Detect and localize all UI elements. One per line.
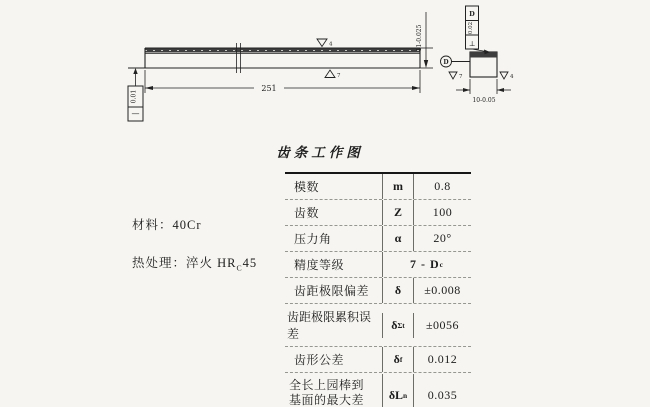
table-row [285, 226, 471, 252]
merged-sub: c [439, 260, 444, 269]
param-value: 0.8 [413, 174, 471, 199]
length-dimension [145, 70, 420, 93]
rack-end-view [470, 52, 497, 77]
param-symbol [382, 200, 413, 225]
surface-finish-bottom-grade: 7 [337, 73, 341, 79]
symbol-text: δ [393, 352, 400, 366]
material-text: 材料：40Cr [132, 218, 202, 232]
perpendicularity-symbol-icon: ⊥ [468, 40, 476, 48]
straightness-symbol-icon: — [131, 109, 140, 118]
param-label: 压力角 [294, 232, 332, 246]
end-finish-right-grade: 4 [510, 74, 514, 80]
param-label: 齿形公差 [294, 353, 345, 367]
param-label [285, 373, 382, 407]
datum-label: D [443, 59, 449, 66]
param-merged-value [382, 252, 471, 277]
param-label: 齿距极限偏差 [294, 284, 370, 298]
drawing-caption: 齿条工作图 [276, 145, 364, 160]
height-dimension-value: 11-0.025 [416, 24, 423, 52]
symbol-text: α [394, 231, 402, 245]
table-row [285, 278, 471, 304]
table-row [285, 373, 471, 407]
end-finish-right-icon [500, 72, 508, 79]
param-label: 模数 [294, 180, 320, 194]
surface-finish-top-icon [317, 39, 327, 47]
rack-drawing [0, 0, 650, 140]
symbol-text: δ [394, 283, 402, 297]
surface-finish-top-grade: 4 [329, 41, 333, 48]
param-value: 20° [413, 226, 471, 251]
symbol-sub: n [403, 390, 408, 400]
param-symbol [382, 278, 413, 303]
gear-parameter-table [285, 172, 471, 407]
param-symbol [382, 347, 413, 372]
param-value: ±0056 [413, 313, 471, 338]
heat-treatment-text: 热处理：淬火 HR [132, 256, 237, 270]
heat-treatment-value: 45 [242, 256, 258, 270]
width-dimension [456, 79, 511, 94]
param-symbol [382, 226, 413, 251]
material-note [132, 215, 202, 233]
table-row [285, 174, 471, 200]
param-value: 100 [413, 200, 471, 225]
table-row [285, 304, 471, 347]
symbol-sub: Σt [397, 320, 405, 330]
symbol-text: Z [393, 205, 402, 219]
label-line1: 全长上园棒到 [289, 378, 365, 392]
param-symbol [382, 313, 413, 338]
param-value: 0.035 [413, 374, 471, 407]
table-row [285, 200, 471, 226]
symbol-text: δL [388, 387, 404, 402]
table-row [285, 252, 471, 278]
perpendicularity-datum: D [469, 10, 475, 18]
width-dimension-value: 10-0.05 [472, 97, 496, 104]
end-finish-left-grade: 7 [459, 74, 463, 80]
merged-text: 7 - D [410, 257, 440, 271]
param-label: 齿数 [294, 206, 320, 220]
perpendicularity-value: 0.02 [468, 21, 474, 35]
param-symbol [382, 174, 413, 199]
param-value: ±0.008 [413, 278, 471, 303]
heat-treatment-sub: C [236, 263, 243, 273]
surface-finish-bottom-icon [325, 70, 335, 78]
symbol-text: δ [391, 317, 398, 332]
heat-treatment-note [132, 253, 257, 273]
symbol-text: m [393, 179, 403, 193]
length-dimension-value: 251 [261, 84, 277, 93]
rack-side-view [128, 48, 420, 68]
end-finish-left-icon [449, 72, 457, 79]
param-label: 精度等级 [294, 258, 345, 272]
table-row [285, 347, 471, 373]
straightness-value: 0.01 [130, 89, 138, 104]
param-value: 0.012 [413, 347, 471, 372]
param-symbol [382, 374, 413, 407]
symbol-sub: f [399, 355, 403, 364]
param-label: 齿距极限累积误差 [287, 310, 372, 341]
label-line2: 基面的最大差 [289, 393, 365, 407]
